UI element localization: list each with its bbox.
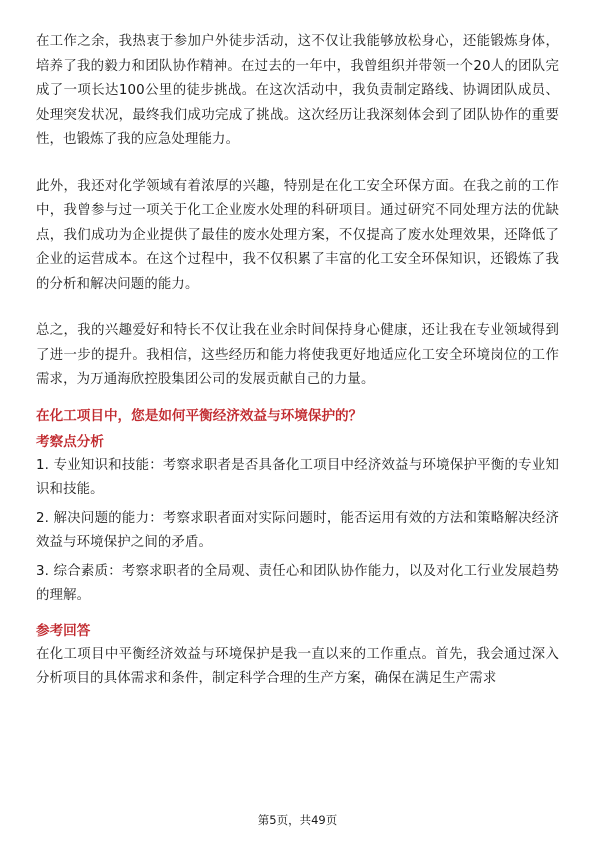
reference-heading: 参考回答 bbox=[36, 622, 91, 639]
paragraph-spacer bbox=[36, 153, 559, 175]
paragraph-summary: 总之，我的兴趣爱好和特长不仅让我在业余时间保持身心健康，还让我在专业领域得到了进一步的提升。我相信，这些经历和能力将使我更好地适应化工安全环境岗位的工作需求，为万通海欣控股集团公司的发展贡献自己的力量。 bbox=[36, 323, 559, 387]
interview-question: 在化工项目中，您是如何平衡经济效益与环境保护的？ bbox=[36, 407, 363, 424]
paragraph-chemistry: 此外，我还对化学领域有着浓厚的兴趣，特别是在化工安全环保方面。在我之前的工作中，我曾参与过一项关于化工企业废水处理的科研项目。通过研究不同处理方法的优缺点，我们成功为企业提供了最佳的废水处理方案，不仅提高了废水处理效果，还降低了企业的运营成本。在这个过程中，我不仅积累了丰富的化工安全环保知识，还锻炼了我的分析和解决问题的能力。 bbox=[36, 178, 559, 292]
paragraph-hiking: 在工作之余，我热衷于参加户外徒步活动，这不仅让我能够放松身心，还能锻炼身体，培养了我的毅力和团队协作精神。在过去的一年中，我曾组织并带领一个20人的团队完成了一项长达100公里的徒步挑战。在这次活动中，我负责制定路线、协调团队成员、处理突发状况，最终我们成功完成了挑战。这次经历让我深刻体会到了团队协作的重要性，也锻炼了我的应急处理能力。 bbox=[36, 34, 559, 147]
analysis-item: 1. 专业知识和技能：考察求职者是否具备化工项目中经济效益与环境保护平衡的专业知识和技能。 bbox=[36, 457, 559, 497]
paragraph-spacer bbox=[36, 297, 559, 319]
analysis-heading: 考察点分析 bbox=[36, 433, 104, 450]
page-number: 第5页，共49页 bbox=[257, 813, 338, 827]
reference-answer: 在化工项目中平衡经济效益与环境保护是我一直以来的工作重点。首先，我会通过深入分析项目的具体需求和条件，制定科学合理的生产方案，确保在满足生产需求 bbox=[36, 646, 559, 686]
analysis-item: 3. 综合素质：考察求职者的全局观、责任心和团队协作能力，以及对化工行业发展趋势的理解。 bbox=[36, 563, 559, 603]
analysis-item: 2. 解决问题的能力：考察求职者面对实际问题时，能否运用有效的方法和策略解决经济效益与环境保护之间的矛盾。 bbox=[36, 510, 559, 550]
page-content bbox=[36, 30, 559, 692]
